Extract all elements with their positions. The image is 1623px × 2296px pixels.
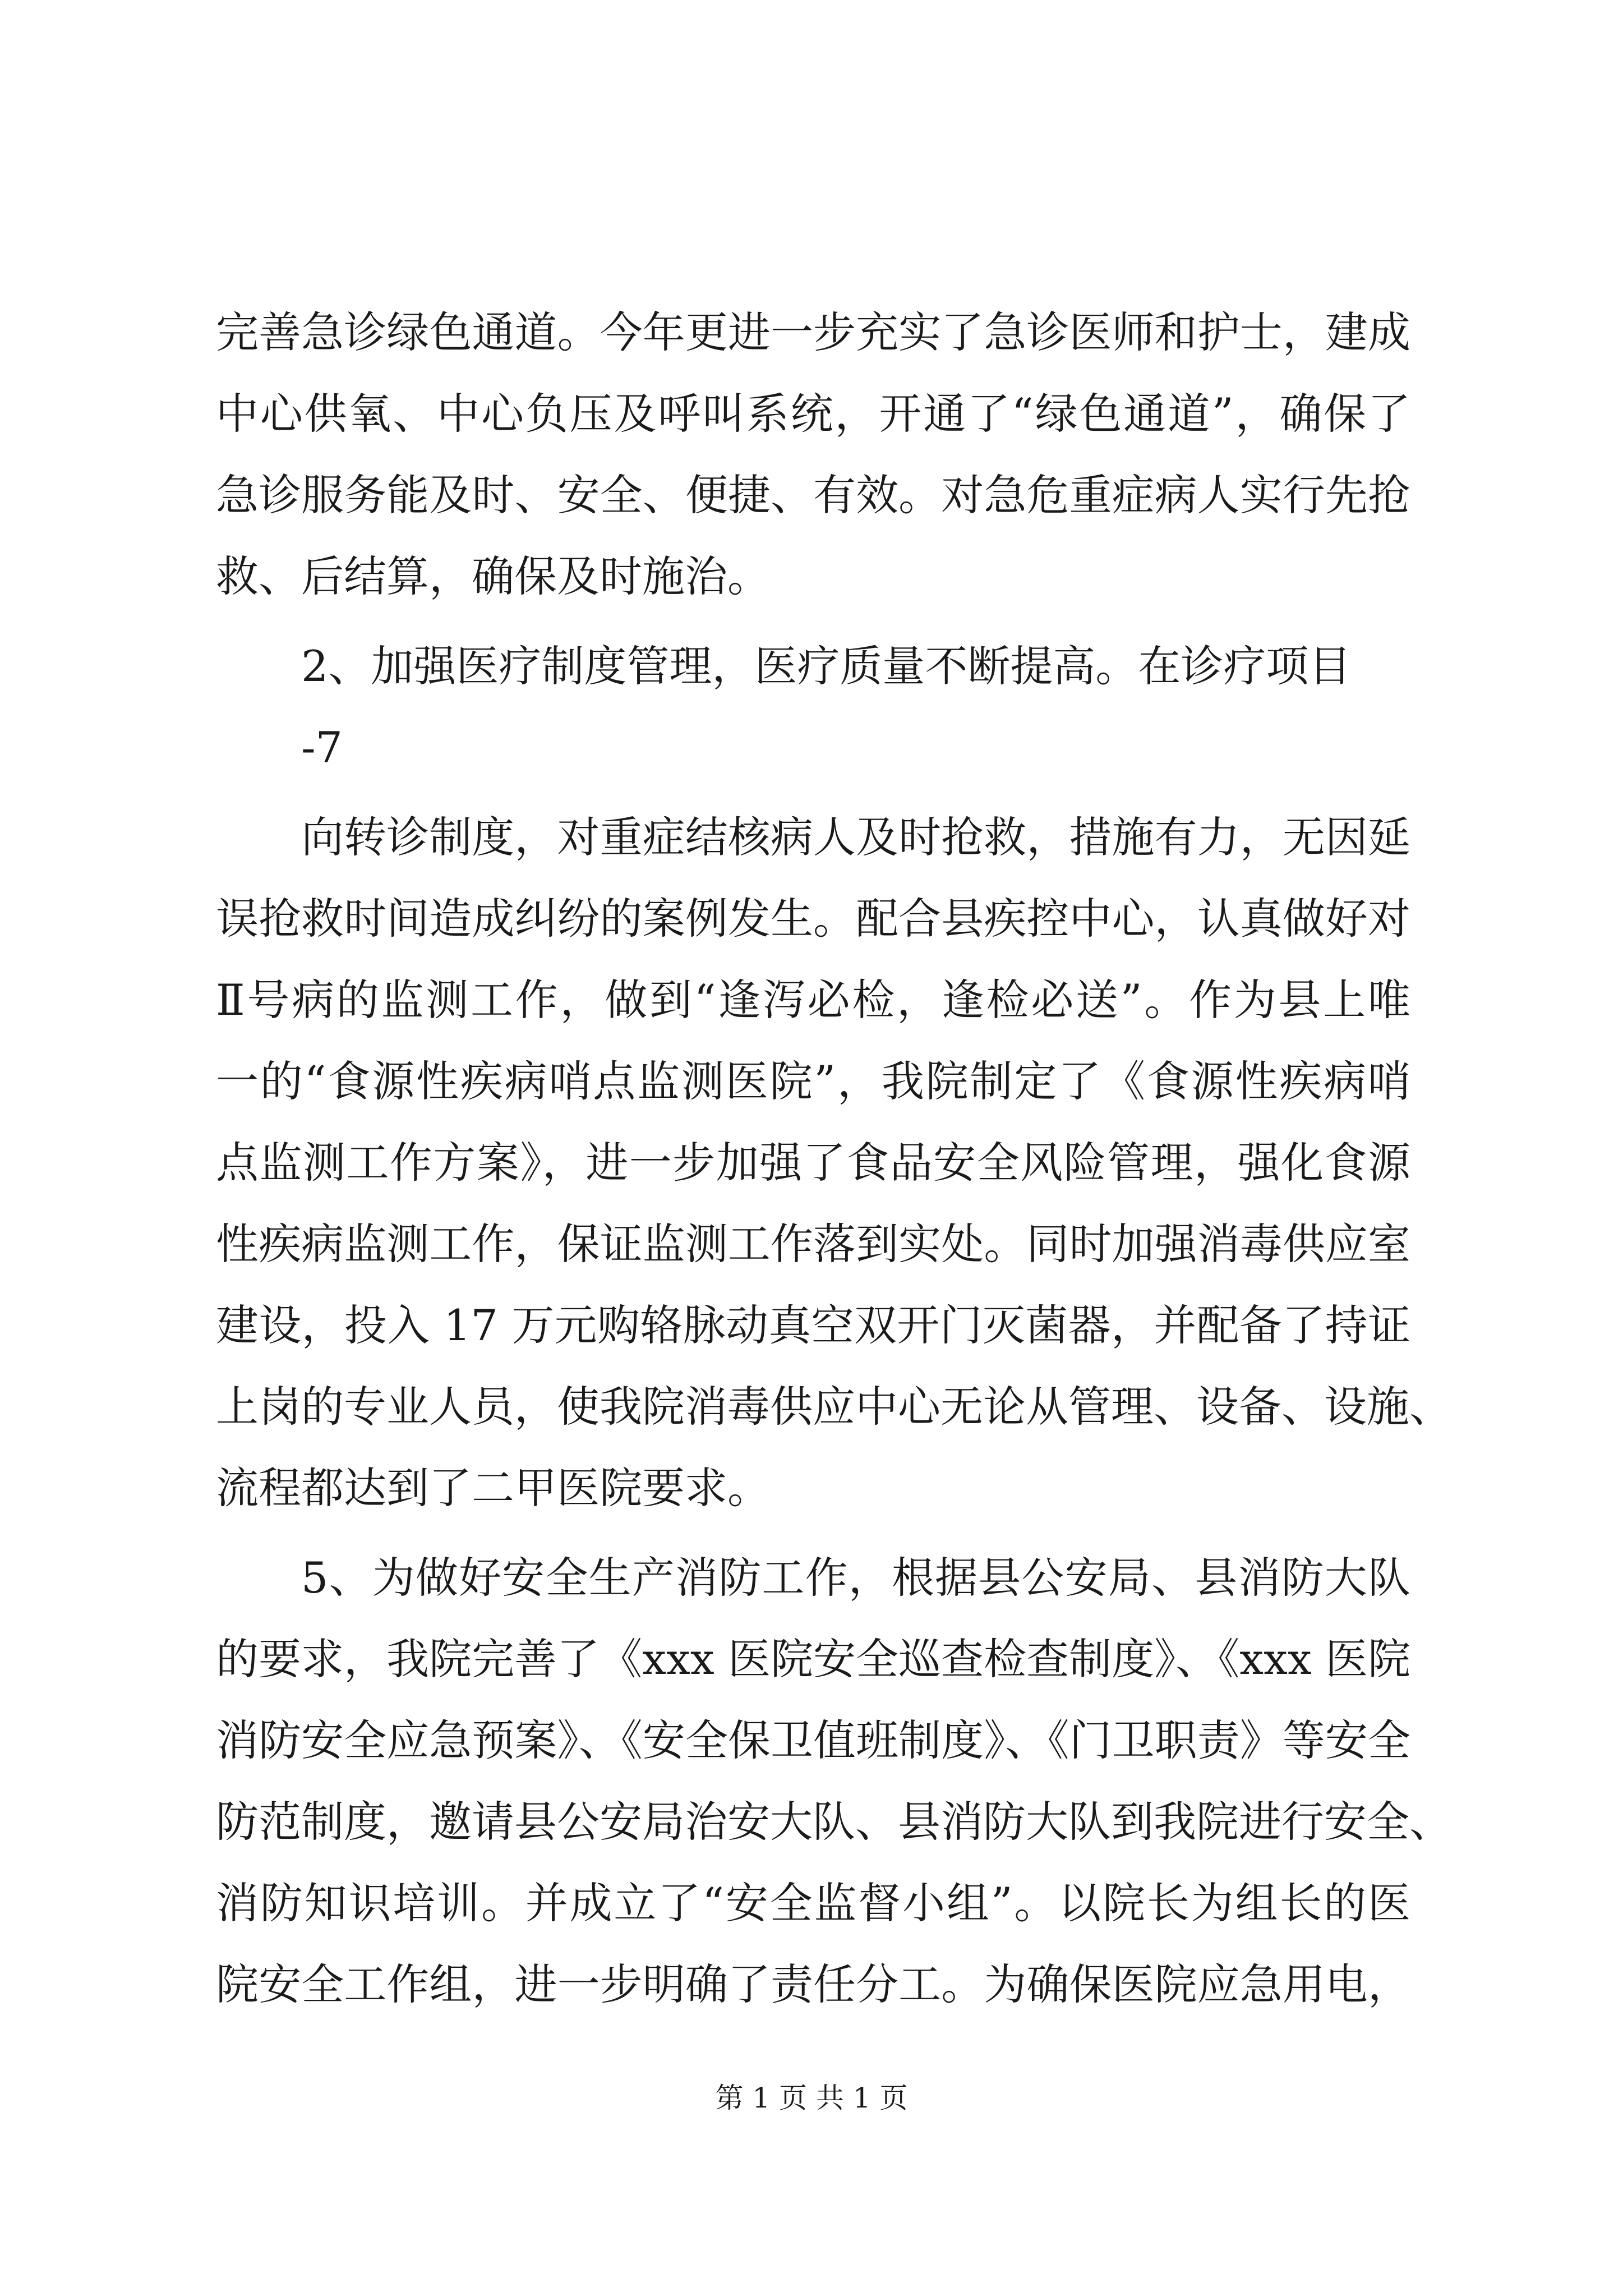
paragraph-start-line: 2、加强医疗制度管理，医疗质量不断提高。在诊疗项目 bbox=[301, 641, 1352, 691]
text-line: 救、后结算，确保及时施治。 bbox=[216, 551, 770, 601]
text-line: 中心供氧、中心负压及呼叫系统，开通了“绿色通道”，确保了 bbox=[216, 389, 1410, 439]
text-line: 点监测工作方案》，进一步加强了食品安全风险管理，强化食源 bbox=[216, 1138, 1410, 1188]
paragraph-start-line: 5、为做好安全生产消防工作，根据县公安局、县消防大队 bbox=[301, 1553, 1410, 1603]
page-fragment-number: -7 bbox=[301, 723, 343, 772]
text-line: 急诊服务能及时、安全、便捷、有效。对急危重症病人实行先抢 bbox=[216, 470, 1410, 520]
document-body bbox=[216, 292, 1452, 2025]
text-line: 一的“食源性疾病哨点监测医院”，我院制定了《食源性疾病哨 bbox=[216, 1056, 1410, 1106]
text-line: 误抢救时间造成纠纷的案例发生。配合县疾控中心，认真做好对 bbox=[216, 894, 1410, 944]
page-number-label: 第 1 页 共 1 页 bbox=[715, 2082, 908, 2114]
text-line: 的要求，我院完善了《xxx 医院安全巡查检查制度》、《xxx 医院 bbox=[216, 1634, 1410, 1684]
paragraph-start-line: 向转诊制度，对重症结核病人及时抢救，措施有力，无因延 bbox=[301, 812, 1410, 862]
text-line: 建设，投入 17 万元购辂脉动真空双开门灭菌器，并配备了持证 bbox=[216, 1300, 1410, 1350]
text-line: 消防知识培训。并成立了“安全监督小组”。以院长为组长的医 bbox=[216, 1878, 1410, 1928]
text-line: Ⅱ号病的监测工作，做到“逢泻必检，逢检必送”。作为县上唯 bbox=[216, 975, 1410, 1025]
text-line: 院安全工作组，进一步明确了责任分工。为确保医院应急用电， bbox=[216, 1959, 1410, 2009]
text-line: 完善急诊绿色通道。今年更进一步充实了急诊医师和护士，建成 bbox=[216, 307, 1410, 357]
text-line: 流程都达到了二甲医院要求。 bbox=[216, 1463, 770, 1513]
text-line: 防范制度，邀请县公安局治安大队、县消防大队到我院进行安全、 bbox=[216, 1797, 1452, 1847]
text-line: 消防安全应急预案》、《安全保卫值班制度》、《门卫职责》等安全 bbox=[216, 1715, 1410, 1765]
text-line: 性疾病监测工作，保证监测工作落到实处。同时加强消毒供应室 bbox=[216, 1219, 1410, 1269]
text-line: 上岗的专业人员，使我院消毒供应中心无论从管理、设备、设施、 bbox=[216, 1382, 1452, 1432]
page-footer bbox=[0, 2078, 1623, 2118]
